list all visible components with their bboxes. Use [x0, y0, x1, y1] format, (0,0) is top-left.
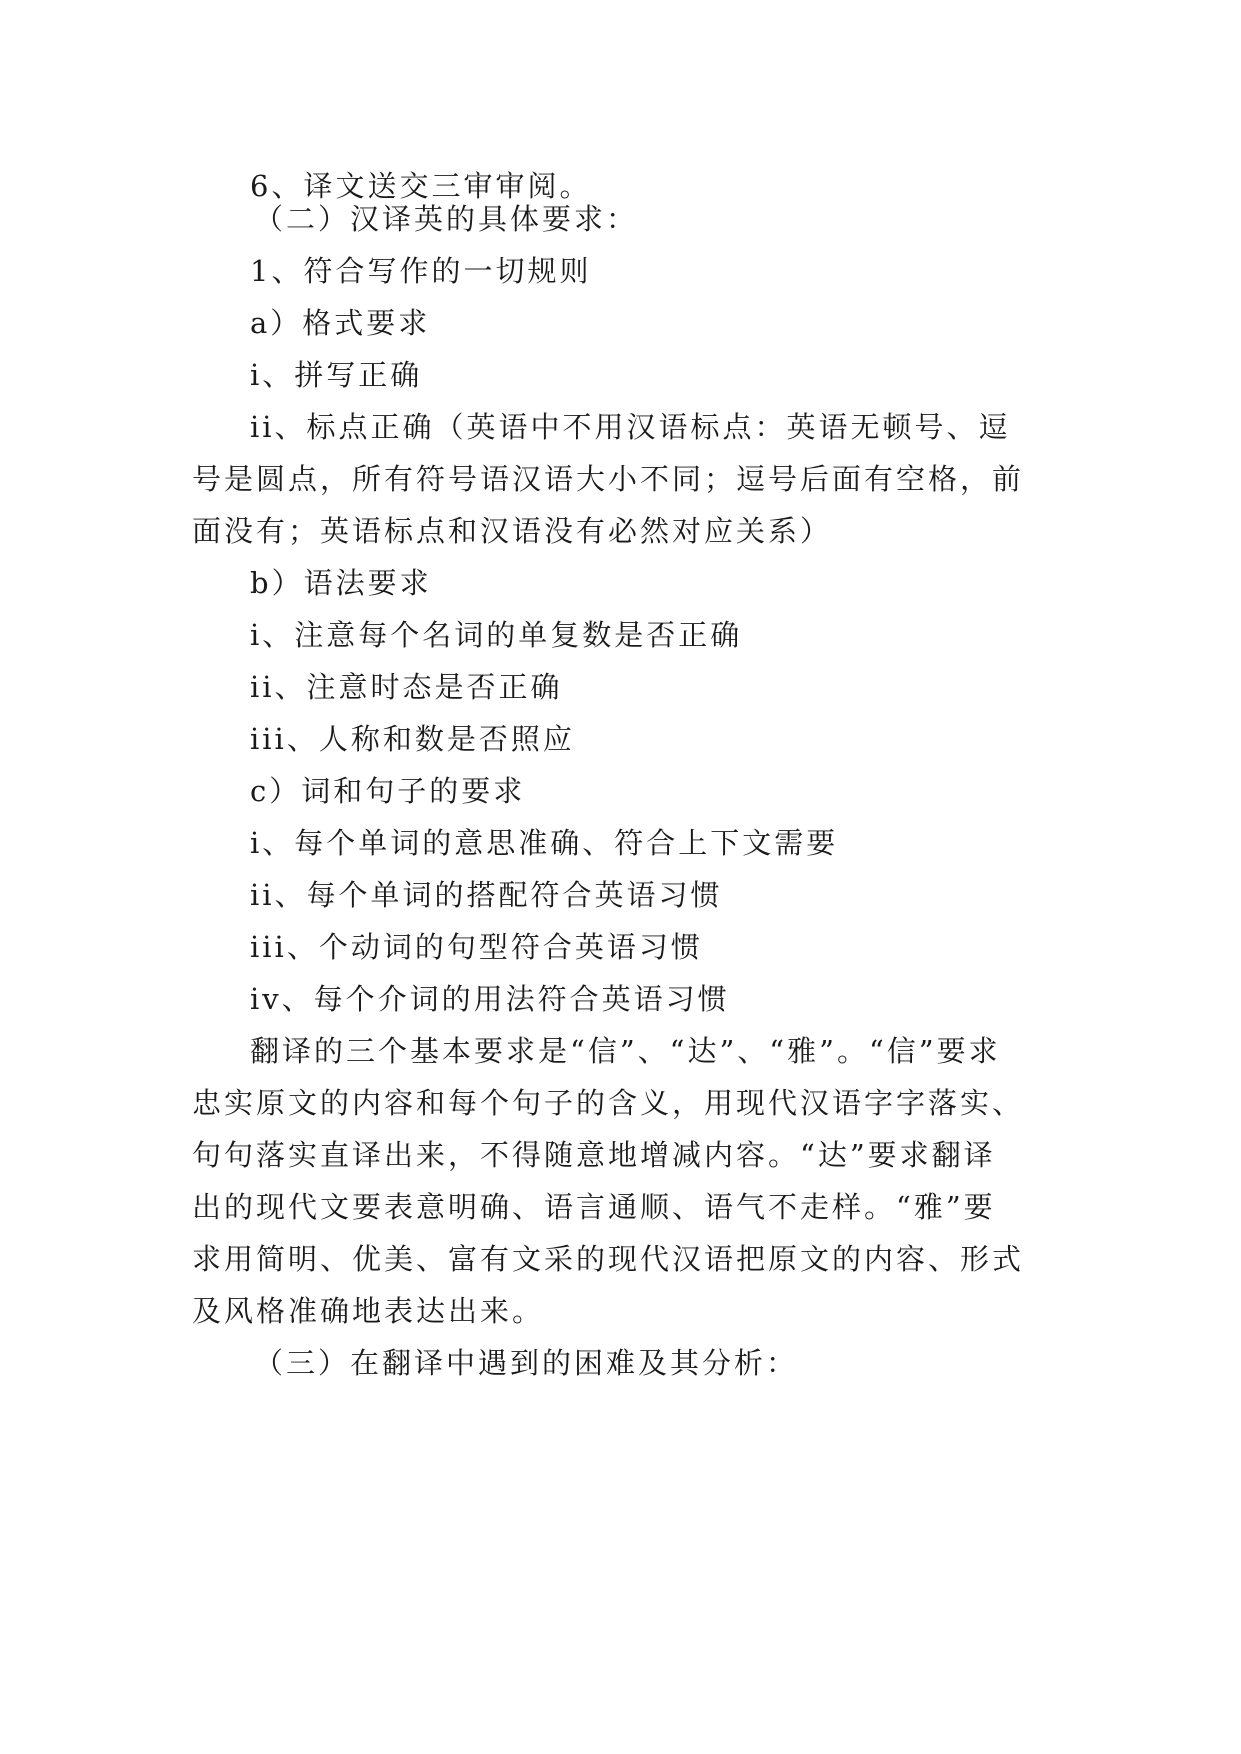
text-line: i、拼写正确	[250, 358, 423, 392]
text-line: iii、个动词的句型符合英语习惯	[250, 930, 703, 964]
text-line: 号是圆点，所有符号语汉语大小不同；逗号后面有空格，前	[192, 462, 1025, 496]
paragraph-line: 求用简明、优美、富有文采的现代汉语把原文的内容、形式	[192, 1242, 1025, 1276]
text-line: c）词和句子的要求	[250, 774, 526, 808]
text-line: iii、人称和数是否照应	[250, 722, 575, 756]
paragraph-line: 句句落实直译出来，不得随意地增减内容。“达”要求翻译	[192, 1138, 996, 1172]
paragraph-line: 翻译的三个基本要求是“信”、“达”、“雅”。“信”要求	[250, 1034, 1001, 1068]
text-line: 1、符合写作的一切规则	[250, 254, 592, 288]
text-line: i、注意每个名词的单复数是否正确	[250, 618, 743, 652]
paragraph-line: 及风格准确地表达出来。	[192, 1294, 545, 1328]
paragraph-line: 忠实原文的内容和每个句子的含义，用现代汉语字字落实、	[192, 1086, 1025, 1120]
text-line: 面没有；英语标点和汉语没有必然对应关系）	[192, 514, 833, 548]
text-line: ii、标点正确（英语中不用汉语标点：英语无顿号、逗	[250, 410, 1011, 444]
text-line: ii、每个单词的搭配符合英语习惯	[250, 878, 723, 912]
section-heading: （二）汉译英的具体要求：	[254, 202, 639, 236]
text-line: b）语法要求	[250, 566, 432, 600]
text-line: i、每个单词的意思准确、符合上下文需要	[250, 826, 839, 860]
text-line: 6、译文送交三审审阅。	[250, 169, 592, 203]
text-line: a）格式要求	[250, 306, 431, 340]
text-line: ii、注意时态是否正确	[250, 670, 563, 704]
section-heading: （三）在翻译中遇到的困难及其分析：	[254, 1346, 799, 1380]
text-line: iv、每个介词的用法符合英语习惯	[250, 982, 730, 1016]
paragraph-line: 出的现代文要表意明确、语言通顺、语气不走样。“雅”要	[192, 1190, 996, 1224]
